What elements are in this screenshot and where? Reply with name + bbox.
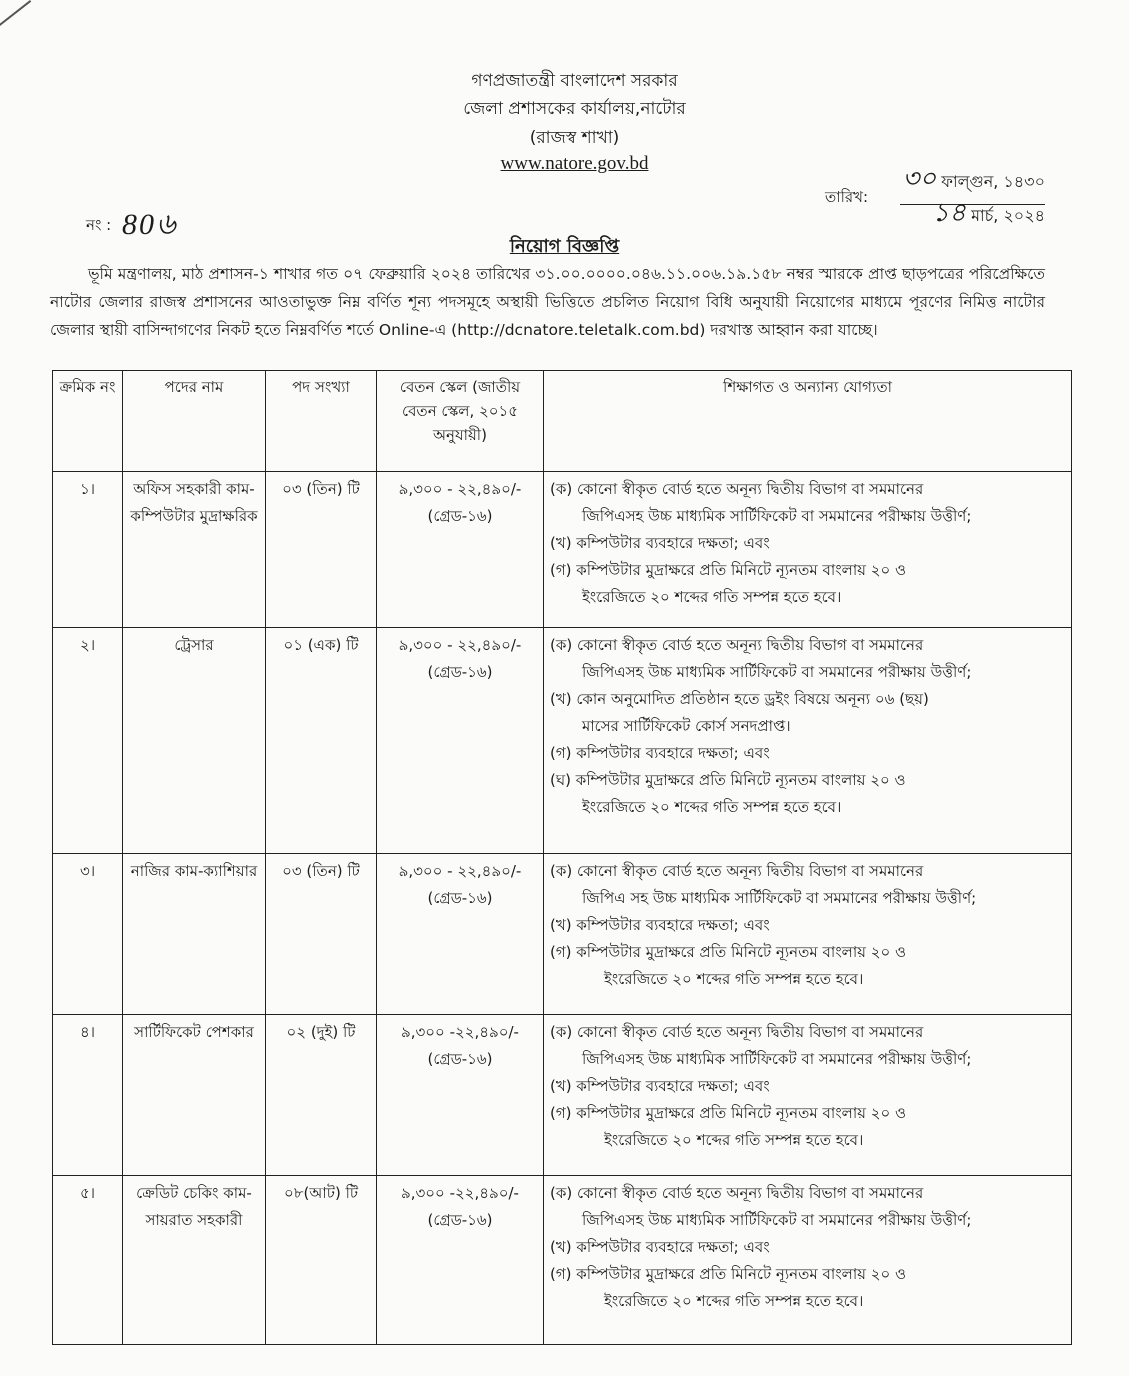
cell-count: ০২ (দুই) টি	[266, 1015, 377, 1176]
table-row	[53, 472, 1072, 628]
cell-post: অফিস সহকারী কাম-কম্পিউটার মুদ্রাক্ষরিক	[123, 472, 266, 628]
cell-qualification: (ক) কোনো স্বীকৃত বোর্ড হতে অনূন্য দ্বিতীয় বিভাগ বা সমমানের জিপিএসহ উচ্চ মাধ্যমিক সার্টিফিকেট বা সমমানের পরীক্ষায় উত্তীর্ণ; (খ) কম্পিউটার ব্যবহারে দক্ষতা; এবং (গ) কম্পিউটার মুদ্রাক্ষরে প্রতি মিনিটে ন্যূনতম বাংলায় ২০ ও ইংরেজিতে ২০ শব্দের গতি সম্পন্ন হতে হবে।	[544, 472, 1072, 628]
date-bangla-day: ৩০	[902, 164, 937, 193]
cell-count: ০১ (এক) টি	[266, 628, 377, 854]
page-title: নিয়োগ বিজ্ঞপ্তি	[509, 236, 620, 257]
cell-count: ০৩ (তিন) টি	[266, 472, 377, 628]
date-gregorian: ১৪ মার্চ, ২০২৪	[932, 198, 1045, 227]
cell-qualification: (ক) কোনো স্বীকৃত বোর্ড হতে অনূন্য দ্বিতীয় বিভাগ বা সমমানের জিপিএ সহ উচ্চ মাধ্যমিক সার্টিফিকেট বা সমমানের পরীক্ষায় উত্তীর্ণ; (খ) কম্পিউটার ব্যবহারে দক্ষতা; এবং (গ) কম্পিউটার মুদ্রাক্ষরে প্রতি মিনিটে ন্যূনতম বাংলায় ২০ ও ইংরেজিতে ২০ শব্দের গতি সম্পন্ন হতে হবে।	[544, 854, 1072, 1015]
cell-qualification: (ক) কোনো স্বীকৃত বোর্ড হতে অনূন্য দ্বিতীয় বিভাগ বা সমমানের জিপিএসহ উচ্চ মাধ্যমিক সার্টিফিকেট বা সমমানের পরীক্ষায় উত্তীর্ণ; (খ) কোন অনুমোদিত প্রতিষ্ঠান হতে ড্রইং বিষয়ে অনূন্য ০৬ (ছয়) মাসের সার্টিফিকেট কোর্স সনদপ্রাপ্ত। (গ) কম্পিউটার ব্যবহারে দক্ষতা; এবং (ঘ) কম্পিউটার মুদ্রাক্ষরে প্রতি মিনিটে ন্যূনতম বাংলায় ২০ ও ইংরেজিতে ২০ শব্দের গতি সম্পন্ন হতে হবে।	[544, 628, 1072, 854]
cell-post: ক্রেডিট চেকিং কাম-সায়রাত সহকারী	[123, 1176, 266, 1345]
header-post: পদের নাম	[123, 371, 266, 472]
table-row	[53, 1015, 1072, 1176]
cell-qualification: (ক) কোনো স্বীকৃত বোর্ড হতে অনূন্য দ্বিতীয় বিভাগ বা সমমানের জিপিএসহ উচ্চ মাধ্যমিক সার্টিফিকেট বা সমমানের পরীক্ষায় উত্তীর্ণ; (খ) কম্পিউটার ব্যবহারে দক্ষতা; এবং (গ) কম্পিউটার মুদ্রাক্ষরে প্রতি মিনিটে ন্যূনতম বাংলায় ২০ ও ইংরেজিতে ২০ শব্দের গতি সম্পন্ন হতে হবে।	[544, 1015, 1072, 1176]
date-gregorian-day: ১৪	[932, 198, 966, 227]
cell-count: ০৮(আট) টি	[266, 1176, 377, 1345]
table-header-row	[53, 371, 1072, 472]
cell-qualification: (ক) কোনো স্বীকৃত বোর্ড হতে অনূন্য দ্বিতীয় বিভাগ বা সমমানের জিপিএসহ উচ্চ মাধ্যমিক সার্টিফিকেট বা সমমানের পরীক্ষায় উত্তীর্ণ; (খ) কম্পিউটার ব্যবহারে দক্ষতা; এবং (গ) কম্পিউটার মুদ্রাক্ষরে প্রতি মিনিটে ন্যূনতম বাংলায় ২০ ও ইংরেজিতে ২০ শব্দের গতি সম্পন্ন হতে হবে।	[544, 1176, 1072, 1345]
table-row	[53, 1176, 1072, 1345]
cell-serial: ২।	[53, 628, 123, 854]
cell-serial: ৪।	[53, 1015, 123, 1176]
header-office: জেলা প্রশাসকের কার্যালয়,নাটোর	[463, 99, 686, 119]
header-count: পদ সংখ্যা	[266, 371, 377, 472]
cell-serial: ৫।	[53, 1176, 123, 1345]
cell-pay: ৯,৩০০ -২২,৪৯০/- (গ্রেড-১৬)	[377, 1176, 544, 1345]
cell-count: ০৩ (তিন) টি	[266, 854, 377, 1015]
handwritten-ref-number: 80৬	[122, 208, 178, 241]
header-branch: (রাজস্ব শাখা)	[529, 128, 620, 148]
cell-post: নাজির কাম-ক্যাশিয়ার	[123, 854, 266, 1015]
date-bangla: ৩০ ফাল্গুন, ১৪৩০	[900, 158, 1045, 205]
cell-pay: ৯,৩০০ -২২,৪৯০/- (গ্রেড-১৬)	[377, 1015, 544, 1176]
vacancy-table	[52, 370, 1072, 1345]
cell-serial: ১।	[53, 472, 123, 628]
cell-pay: ৯,৩০০ - ২২,৪৯০/- (গ্রেড-১৬)	[377, 854, 544, 1015]
header-serial: ক্রমিক নং	[53, 371, 123, 472]
table-row	[53, 854, 1072, 1015]
reference-number: নং : 80৬	[86, 208, 178, 241]
table-row	[53, 628, 1072, 854]
cell-post: ট্রেসার	[123, 628, 266, 854]
header-pay: বেতন স্কেল (জাতীয় বেতন স্কেল, ২০১৫ অনুযায়ী)	[377, 371, 544, 472]
intro-paragraph: ভূমি মন্ত্রণালয়, মাঠ প্রশাসন-১ শাখার গত ০৭ ফেব্রুয়ারি ২০২৪ তারিখের ৩১.০০.০০০০.০৪৬.১১.০০৬.১৯.১৫৮ নম্বর স্মারকে প্রাপ্ত ছাড়পত্রের পরিপ্রেক্ষিতে নাটোর জেলার রাজস্ব প্রশাসনের আওতাভুক্ত নিম্ন বর্ণিত শূন্য পদসমূহে অস্থায়ী ভিত্তিতে প্রচলিত নিয়োগ বিধি অনুযায়ী নিয়োগের মাধ্যমে পূরণের নিমিত্ত নাটোর জেলার স্থায়ী বাসিন্দাগণের নিকট হতে নিম্নবর্ণিত শর্তে Online-এ (http://dcnatore.teletalk.com.bd) দরখাস্ত আহ্বান করা যাচ্ছে।	[50, 265, 1045, 339]
cell-post: সার্টিফিকেট পেশকার	[123, 1015, 266, 1176]
cell-pay: ৯,৩০০ - ২২,৪৯০/- (গ্রেড-১৬)	[377, 628, 544, 854]
cell-pay: ৯,৩০০ - ২২,৪৯০/- (গ্রেড-১৬)	[377, 472, 544, 628]
header-qualification: শিক্ষাগত ও অন্যান্য যোগ্যতা	[544, 371, 1072, 472]
website-link[interactable]: www.natore.gov.bd	[500, 153, 649, 174]
scan-artifact-line	[0, 0, 31, 40]
date-label: তারিখ:	[825, 188, 869, 206]
header-government: গণপ্রজাতন্ত্রী বাংলাদেশ সরকার	[471, 71, 678, 91]
cell-serial: ৩।	[53, 854, 123, 1015]
